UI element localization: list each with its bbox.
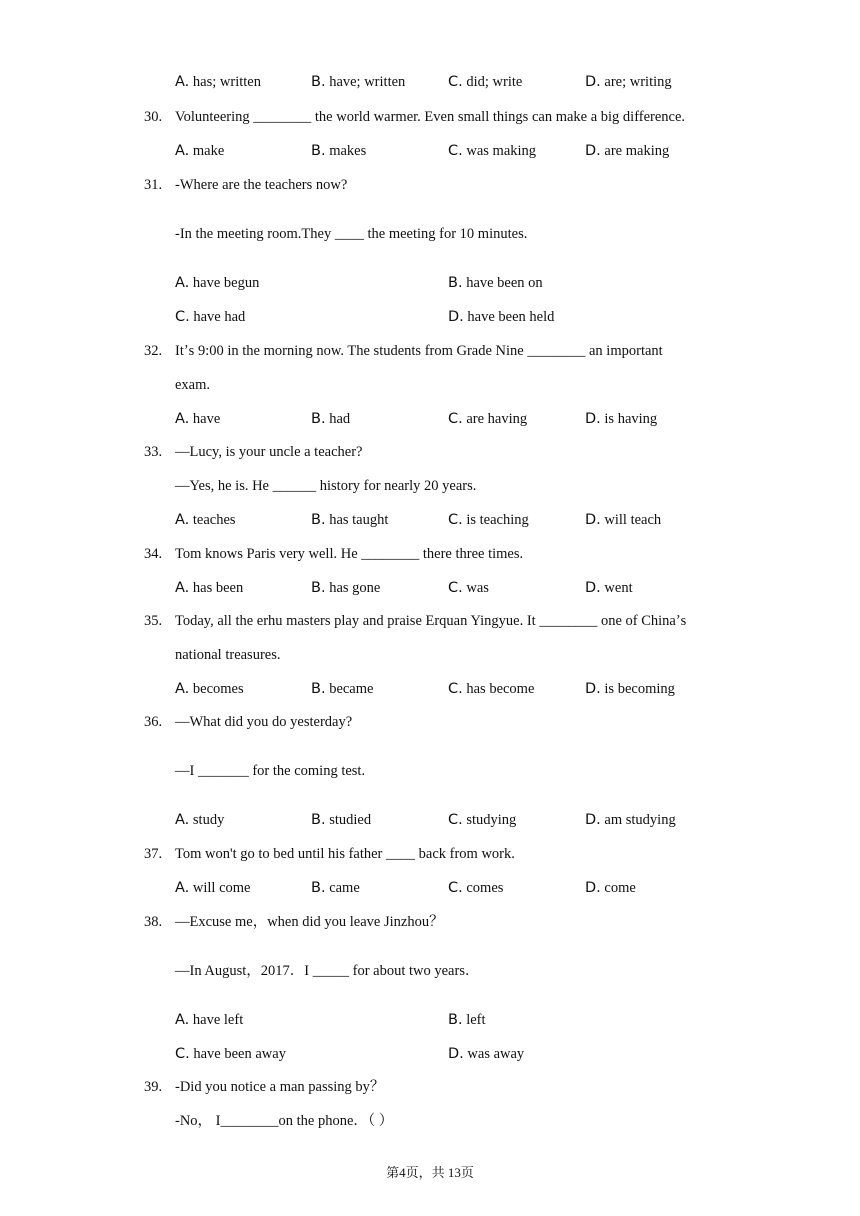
question-text: exam.	[175, 377, 211, 393]
option-b: B. has gone	[311, 580, 381, 596]
option-d: D. is becoming	[585, 681, 675, 697]
option-b: B. makes	[311, 143, 367, 159]
option-c: C. was	[448, 580, 489, 596]
option-d: D. is having	[585, 411, 658, 427]
question-text: —Excuse me，when did you leave Jinzhou？	[175, 914, 444, 930]
option-c: C. studying	[448, 812, 517, 828]
option-c: C. have been away	[175, 1046, 286, 1062]
option-c: C. is teaching	[448, 512, 529, 528]
option-d: D. are; writing	[585, 74, 672, 90]
option-c: C. have had	[175, 309, 246, 325]
option-d: D. went	[585, 580, 633, 596]
question-text: —I _______ for the coming test.	[175, 763, 366, 779]
question-text: national treasures.	[175, 647, 281, 663]
question-number: 30.	[144, 109, 163, 125]
page-footer: 第4页，共 13页	[386, 1165, 474, 1180]
question-text: -No， I________on the phone．（ ）	[175, 1113, 394, 1129]
option-a: A. becomes	[175, 681, 244, 697]
question-text: Tom knows Paris very well. He ________ there three times.	[175, 546, 524, 562]
option-d: D. come	[585, 880, 636, 896]
question-text: -Did you notice a man passing by？	[175, 1079, 385, 1095]
option-c: C. did; write	[448, 74, 523, 90]
option-b: B. left	[448, 1012, 486, 1028]
question-text: —Yes, he is. He ______ history for nearly 20 years.	[175, 478, 477, 494]
question-text: —In August，2017．I _____ for about two years．	[175, 963, 480, 979]
option-b: B. have been on	[448, 275, 543, 291]
question-number: 34.	[144, 546, 163, 562]
question-text: -In the meeting room.They ____ the meeting for 10 minutes.	[175, 226, 528, 242]
option-b: B. has taught	[311, 512, 389, 528]
option-b: B. have; written	[311, 74, 406, 90]
option-b: B. became	[311, 681, 374, 697]
option-d: D. am studying	[585, 812, 676, 828]
option-d: D. will teach	[585, 512, 662, 528]
option-a: A. teaches	[175, 512, 236, 528]
option-c: C. was making	[448, 143, 537, 159]
option-b: B. had	[311, 411, 351, 427]
option-d: D. was away	[448, 1046, 525, 1062]
question-number: 39.	[144, 1079, 163, 1095]
question-number: 33.	[144, 444, 163, 460]
question-number: 32.	[144, 343, 163, 359]
question-number: 36.	[144, 714, 163, 730]
question-text: Volunteering ________ the world warmer. Even small things can make a big difference.	[175, 109, 686, 125]
option-c: C. has become	[448, 681, 535, 697]
option-a: A. study	[175, 812, 225, 828]
option-a: A. have	[175, 411, 221, 427]
option-c: C. are having	[448, 411, 528, 427]
option-b: B. came	[311, 880, 360, 896]
question-text: Itʼs 9:00 in the morning now. The students from Grade Nine ________ an important	[175, 343, 663, 359]
question-number: 38.	[144, 914, 163, 930]
question-text: —Lucy, is your uncle a teacher?	[175, 444, 363, 460]
question-number: 31.	[144, 177, 163, 193]
option-d: D. have been held	[448, 309, 555, 325]
option-c: C. comes	[448, 880, 504, 896]
question-text: -Where are the teachers now?	[175, 177, 348, 193]
question-text: Tom won't go to bed until his father ____ back from work.	[175, 846, 515, 862]
option-a: A. will come	[175, 880, 251, 896]
option-d: D. are making	[585, 143, 670, 159]
option-a: A. has; written	[175, 74, 261, 90]
question-number: 35.	[144, 613, 163, 629]
option-a: A. make	[175, 143, 225, 159]
question-text: —What did you do yesterday?	[175, 714, 353, 730]
option-a: A. have begun	[175, 275, 260, 291]
option-a: A. has been	[175, 580, 244, 596]
question-number: 37.	[144, 846, 163, 862]
option-a: A. have left	[175, 1012, 244, 1028]
option-b: B. studied	[311, 812, 372, 828]
question-text: Today, all the erhu masters play and praise Erquan Yingyue. It ________ one of Chinaʼs	[175, 613, 687, 629]
